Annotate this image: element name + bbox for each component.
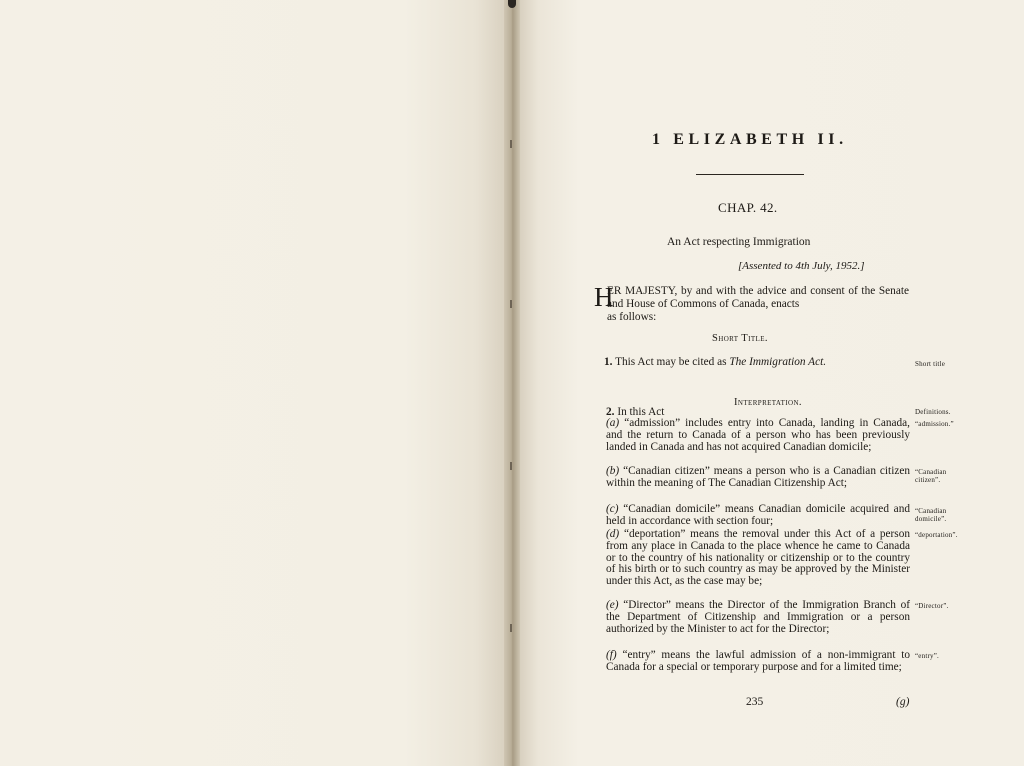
page-number: 235 <box>746 696 764 708</box>
section-number: 1. <box>604 356 613 368</box>
section-text: This Act may be cited as <box>615 356 730 368</box>
short-title-heading: Short Title. <box>712 333 768 344</box>
binding-stitch <box>510 300 512 308</box>
definition-text: “Canadian citizen” means a person who is a Canadian citizen within the meaning of The Canadian Citizenship Act; <box>606 465 911 489</box>
heading-rule <box>696 174 804 175</box>
enacting-clause: ER MAJESTY, by and with the advice and consent of the Senate and House of Commons of Canada, enacts <box>607 285 909 310</box>
margin-note-definitions: Definitions. <box>915 408 951 416</box>
definition-label: (b) <box>606 465 620 477</box>
margin-note-director: “Director”. <box>915 602 949 610</box>
definition-e <box>606 600 910 635</box>
catchword: (g) <box>896 696 910 708</box>
definition-text: “deportation” means the removal under this Act of a person from any place in Canada to the place whence he came to Canada or to the country of his nationality or citizenship or to the country of his birth or to such country as may be approved by the Minister under this Act, as the case may be; <box>606 528 911 588</box>
definition-label: (f) <box>606 649 617 661</box>
assent-date: [Assented to 4th July, 1952.] <box>738 260 865 272</box>
act-citation: The Immigration Act. <box>729 356 827 368</box>
definition-d <box>606 529 910 588</box>
definition-label: (c) <box>606 503 619 515</box>
binding-stitch <box>510 462 512 470</box>
definition-c <box>606 504 910 528</box>
binding-stitch <box>510 624 512 632</box>
blank-left-page <box>0 0 506 766</box>
section-text: In this Act <box>617 406 665 418</box>
spine-binding-mark <box>508 0 516 8</box>
section-1 <box>604 356 826 368</box>
margin-note-entry: “entry”. <box>915 652 939 660</box>
definition-text: “admission” includes entry into Canada, landing in Canada, and the return to Canada of a person who has been previously landed in Canada and has not acquired Canadian domicile; <box>606 417 910 453</box>
definition-a <box>606 418 910 453</box>
enacting-clause-end: as follows: <box>607 311 657 323</box>
definition-label: (d) <box>606 528 620 540</box>
chapter-number: CHAP. 42. <box>718 200 778 215</box>
definition-label: (a) <box>606 417 620 429</box>
margin-note-canadian-citizen: “Canadian citizen”. <box>915 468 947 484</box>
definition-text: “Canadian domicile” means Canadian domicile acquired and held in accordance with section four; <box>606 503 910 527</box>
margin-note-canadian-domicile: “Canadian domicile”. <box>915 507 947 523</box>
section-number: 2. <box>606 406 615 418</box>
definition-label: (e) <box>606 599 619 611</box>
definition-b <box>606 466 910 490</box>
interpretation-heading: Interpretation. <box>734 397 802 408</box>
book-gutter <box>504 0 520 766</box>
margin-note-admission: “admission.” <box>915 420 954 428</box>
definition-f <box>606 650 910 674</box>
definition-text: “Director” means the Director of the Immigration Branch of the Department of Citizenship and Immigration or a person authorized by the Minister to act for the Director; <box>606 599 910 635</box>
binding-stitch <box>510 140 512 148</box>
margin-note-deportation: “deportation”. <box>915 531 958 539</box>
definition-text: “entry” means the lawful admission of a non-immigrant to Canada for a special or temporary purpose and for a limited time; <box>606 649 911 673</box>
act-title: An Act respecting Immigration <box>667 236 811 248</box>
regnal-heading: 1 ELIZABETH II. <box>652 131 848 148</box>
drop-capital: H <box>594 282 614 312</box>
margin-note-short-title: Short title <box>915 360 946 368</box>
